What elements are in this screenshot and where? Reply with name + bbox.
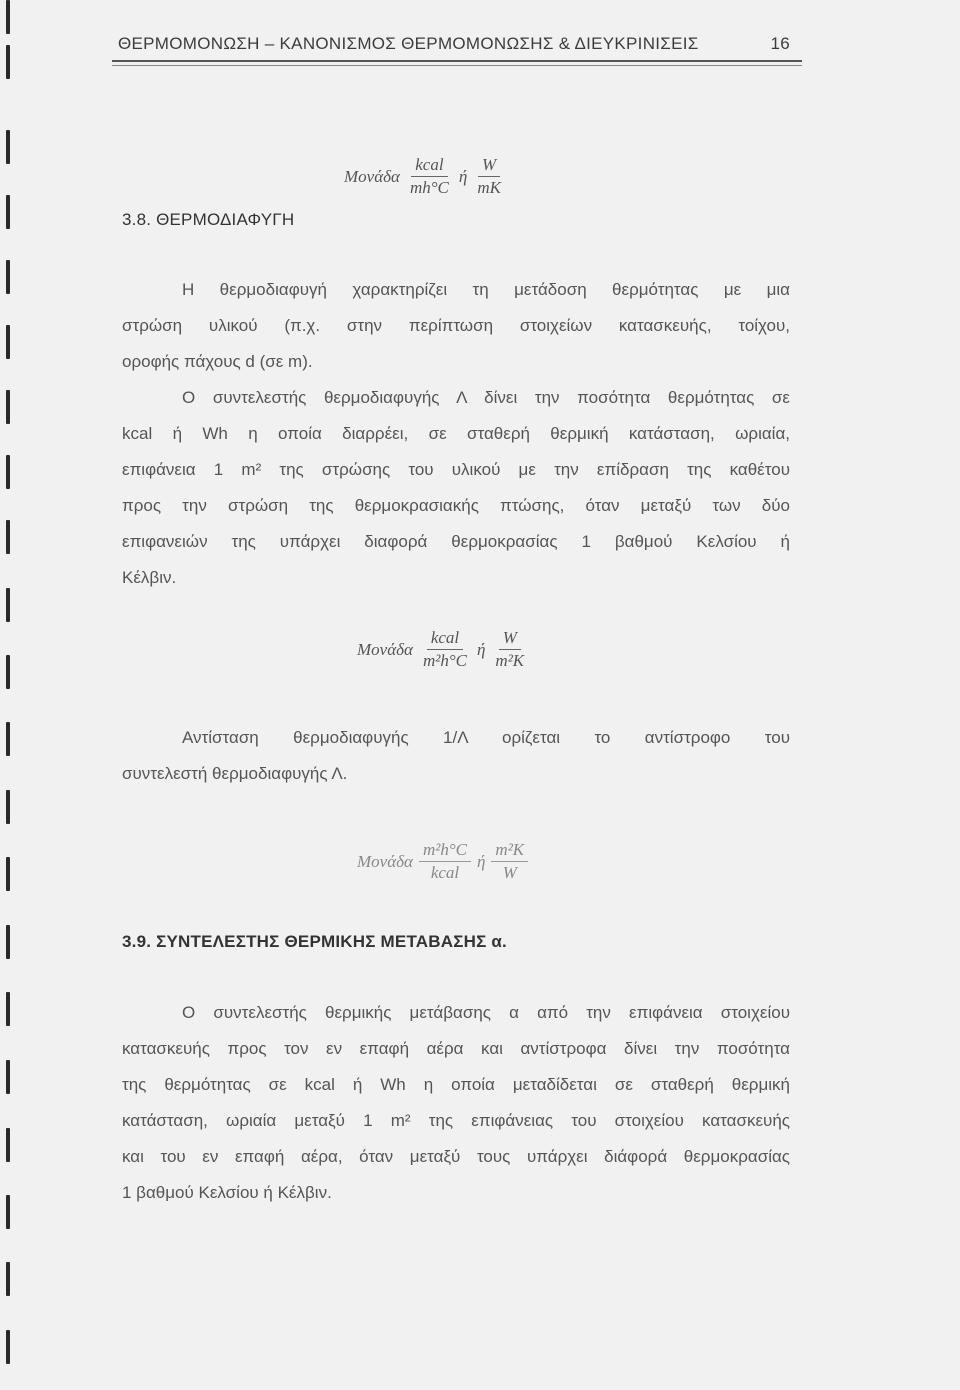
unit-formula-w-per-m2k [357,628,528,671]
text-line: επιφανειών της υπάρχει διαφορά θερμοκρασίας 1 βαθμού Κελσίου ή [122,532,790,551]
binding-hole [6,1262,10,1296]
text-line: συντελεστή θερμοδιαφυγής Λ. [122,764,348,783]
binding-hole [6,0,10,34]
fraction-numerator: m²K [491,840,528,862]
text-line: Αντίσταση θερμοδιαφυγής 1/Λ ορίζεται το αντίστροφο του [182,728,790,747]
formula-label: Μονάδα [357,639,413,659]
unit-formula-m2k-per-w [357,840,528,883]
fraction-numerator: kcal [427,628,463,650]
text-line: στρώση υλικού (π.χ. στην περίπτωση στοιχείων κατασκευής, τοίχου, [122,316,790,335]
unit-formula-w-per-mk [344,155,505,198]
text-line: προς την στρώση της θερμοκρασιακής πτώσης, όταν μεταξύ των δύο [122,496,790,515]
text-line: Κέλβιν. [122,568,177,587]
fraction [473,155,505,198]
fraction-denominator: mK [477,178,501,197]
binding-hole [6,1060,10,1094]
text-line: της θερμότητας σε kcal ή Wh η οποία μεταδίδεται σε σταθερή θερμική [122,1075,790,1094]
resistance-text [122,720,790,792]
header-rule-thin [112,65,802,66]
formula-label: Μονάδα [344,166,400,186]
page-header [118,34,798,54]
binding-hole [6,260,10,294]
section-heading-3-9: 3.9. ΣΥΝΤΕΛΕΣΤΗΣ ΘΕΡΜΙΚΗΣ ΜΕΤΑΒΑΣΗΣ α. [122,932,507,951]
text-line: Ο συντελεστής θερμοδιαφυγής Λ δίνει την ποσότητα θερμότητας σε [182,388,790,407]
binding-hole [6,520,10,554]
binding-holes [0,0,34,1390]
binding-hole [6,195,10,229]
formula-label: Μονάδα [357,851,413,871]
binding-hole [6,1128,10,1162]
binding-hole [6,857,10,891]
fraction [491,628,528,671]
header-title: ΘΕΡΜΟΜΟΝΩΣΗ – ΚΑΝΟΝΙΣΜΟΣ ΘΕΡΜΟΜΟΝΩΣΗΣ & ΔΙΕΥΚΡΙΝΙΣΕΙΣ [118,34,699,53]
header-rule [112,60,802,62]
binding-hole [6,455,10,489]
section-3-8-text [122,272,790,596]
fraction-numerator: W [478,155,500,177]
text-line: kcal ή Wh η οποία διαρρέει, σε σταθερή θερμική κατάσταση, ωριαία, [122,424,790,443]
binding-hole [6,390,10,424]
binding-hole [6,588,10,622]
binding-hole [6,325,10,359]
binding-hole [6,925,10,959]
fraction-denominator: W [502,863,517,882]
fraction [406,155,453,198]
fraction-denominator: kcal [430,863,460,882]
page-number: 16 [770,34,790,53]
text-line: Ο συντελεστής θερμικής μετάβασης α από την επιφάνεια στοιχείου [182,1003,790,1022]
text-line: και του εν επαφή αέρα, όταν μεταξύ τους υπάρχει διάφορά θερμοκρασίας [122,1147,790,1166]
fraction-numerator: kcal [411,155,447,177]
fraction-denominator: m²K [495,651,525,670]
fraction-denominator: mh°C [409,178,449,197]
binding-hole [6,1195,10,1229]
formula-or: ή [476,639,486,659]
fraction [491,840,528,883]
fraction-denominator: m²h°C [422,651,467,670]
binding-hole [6,1330,10,1364]
formula-or: ή [458,166,468,186]
binding-hole [6,790,10,824]
section-heading-3-8: 3.8. ΘΕΡΜΟΔΙΑΦΥΓΗ [122,210,295,229]
text-line: Η θερμοδιαφυγή χαρακτηρίζει τη μετάδοση θερμότητας με μια [182,280,790,299]
binding-hole [6,130,10,164]
binding-hole [6,722,10,756]
fraction [419,840,471,883]
formula-or: ή [476,851,486,871]
fraction-numerator: W [499,628,521,650]
section-3-9-text [122,995,790,1211]
binding-hole [6,45,10,79]
text-line: επιφάνεια 1 m² της στρώσης του υλικού με την επίδραση της καθέτου [122,460,790,479]
fraction [419,628,471,671]
text-line: 1 βαθμού Κελσίου ή Κέλβιν. [122,1183,332,1202]
binding-hole [6,655,10,689]
text-line: οροφής πάχους d (σε m). [122,352,313,371]
text-line: κατασκευής προς τον εν επαφή αέρα και αντίστροφα δίνει την ποσότητα [122,1039,790,1058]
text-line: κατάσταση, ωριαία μεταξύ 1 m² της επιφάνειας του στοιχείου κατασκευής [122,1111,790,1130]
binding-hole [6,992,10,1026]
fraction-numerator: m²h°C [419,840,471,862]
